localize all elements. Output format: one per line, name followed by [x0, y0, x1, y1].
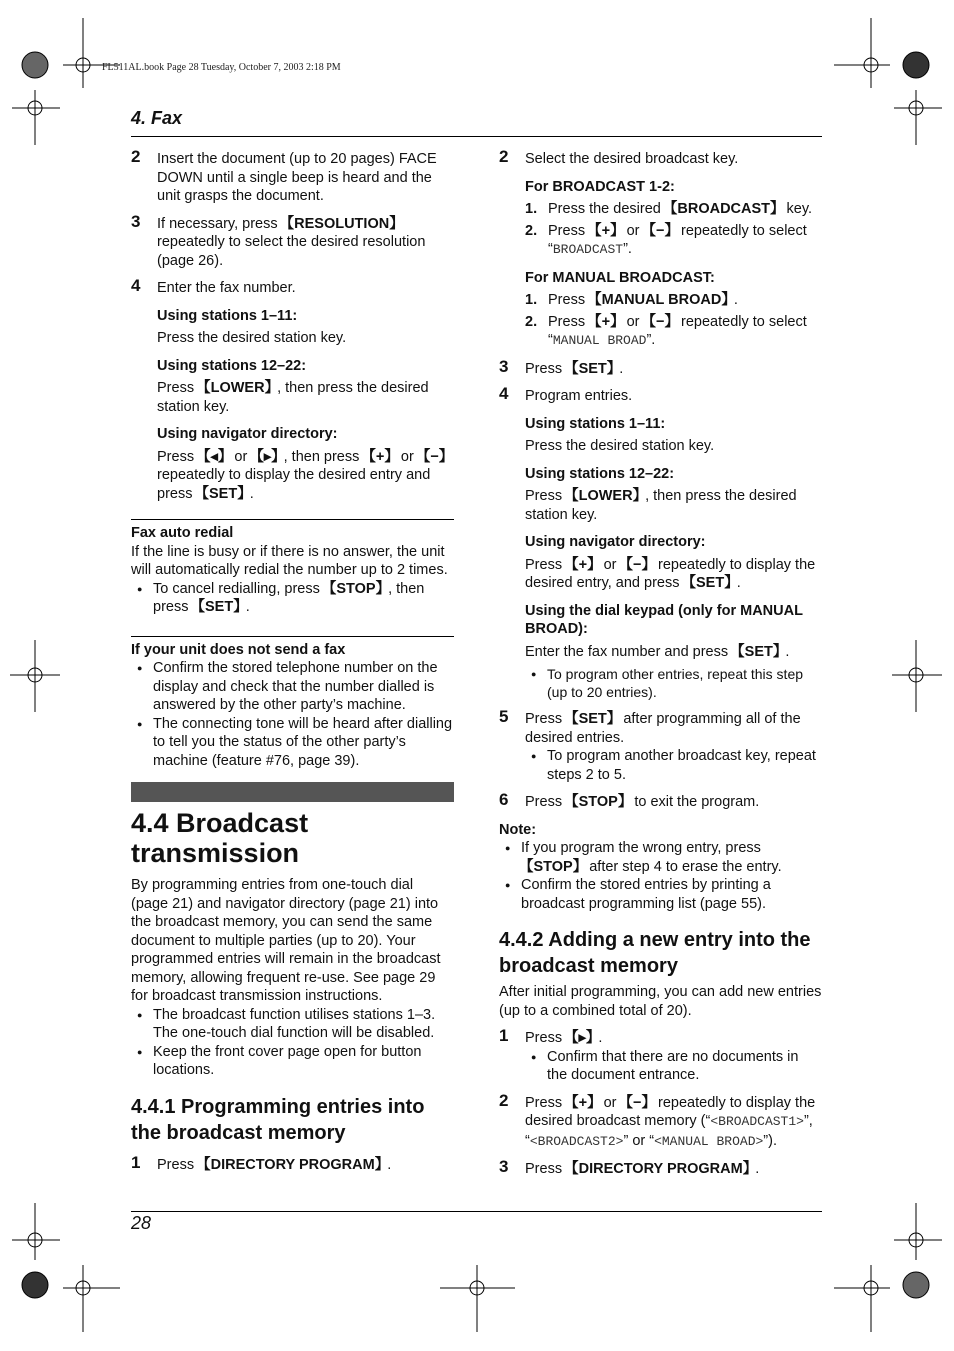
- step-text: Select the desired broadcast key.: [525, 151, 739, 167]
- lcd-text: <BROADCAST1>: [710, 1114, 804, 1129]
- not-send-box: [131, 636, 454, 771]
- lcd-text: MANUAL BROAD: [552, 333, 647, 348]
- step-number: 2: [499, 1090, 509, 1110]
- item-number: 1.: [525, 201, 538, 217]
- step-6: [499, 790, 822, 812]
- bullet-item: ● The connecting tone will be heard after dialling to tell you the status of the other party’s machine (feature #76, page 39).: [131, 715, 454, 771]
- set-key: 【 SET 】: [732, 644, 785, 660]
- step-text: repeatedly to select the desired resolution (page 26).: [157, 234, 426, 269]
- text: ”, “: [525, 1113, 813, 1149]
- text: Enter the fax number and press: [525, 643, 733, 660]
- set-key: 【 SET 】: [197, 486, 250, 502]
- text: ”.: [623, 241, 632, 257]
- plus-key: 【 + 】: [566, 557, 599, 573]
- item-number: 1.: [525, 292, 538, 308]
- step-3b: [499, 1157, 822, 1179]
- text: , then press the desired station key.: [157, 380, 429, 415]
- stop-key: 【 STOP 】: [324, 581, 388, 597]
- subheading: Using stations 12–22:: [525, 465, 675, 482]
- numbered-item: [525, 222, 822, 260]
- text: Press the desired: [548, 201, 665, 217]
- lcd-text: <BROADCAST2>: [529, 1133, 624, 1149]
- plus-key: 【 + 】: [363, 449, 396, 465]
- sub-text: Press the desired station key.: [157, 330, 347, 346]
- text: , then press: [153, 580, 425, 615]
- lcd-text: <MANUAL BROAD>: [654, 1133, 764, 1149]
- text: To cancel redialling, press: [153, 580, 324, 597]
- text: Press: [525, 556, 567, 573]
- text: Press: [525, 794, 567, 810]
- subheading: For MANUAL BROADCAST:: [525, 269, 715, 286]
- right-arrow-key: 【 ▸ 】: [251, 449, 283, 465]
- bullet-item: ● The broadcast function utilises stations 1–3. The one-touch dial function will be disabled.: [131, 1006, 454, 1043]
- step-text: Insert the document (up to 20 pages) FACE DOWN until a single beep is heard and the unit grasps the document.: [157, 151, 437, 204]
- stop-key: 【 STOP 】: [521, 859, 585, 875]
- sub-text: [525, 556, 822, 593]
- subheading: Using the dial keypad (only for MANUAL BROAD):: [525, 602, 803, 637]
- lower-key: 【 LOWER 】: [198, 380, 277, 396]
- box-text: If the line is busy or if there is no answer, the unit will automatically redial the number up to 2 times.: [131, 543, 448, 578]
- text: repeatedly to display the desired broadcast memory (“: [525, 1094, 816, 1129]
- step-number: 6: [499, 790, 509, 809]
- right-arrow-key: 【 ▸ 】: [566, 1030, 598, 1046]
- left-arrow-key: 【 ◂ 】: [198, 449, 230, 465]
- numbered-item: [525, 200, 822, 219]
- subsection-intro: After initial programming, you can add new entries (up to a combined total of 20).: [499, 984, 822, 1019]
- subsection-title: 4.4.2 Adding a new entry into the broadcast memory: [499, 929, 811, 977]
- minus-key: 【 − 】: [644, 223, 677, 239]
- stop-key: 【 STOP 】: [566, 794, 630, 810]
- plus-key: 【 + 】: [589, 223, 622, 239]
- text: Press: [548, 222, 590, 239]
- set-key: 【 SET 】: [566, 711, 619, 727]
- section-intro: By programming entries from one-touch dial (page 21) and navigator directory (page 21) into the broadcast memory, you can send the same document to multiple parties (up to 20). Your programmed entries will remain in the broadcast memory, allowing frequent re-use. See page 29 for broadcast transmission instructions.: [131, 877, 441, 1004]
- bullet-item: ● To program other entries, repeat this step (up to 20 entries).: [525, 665, 822, 701]
- text: .: [736, 575, 741, 591]
- step-3: [499, 356, 822, 379]
- lcd-text: BROADCAST: [552, 242, 624, 257]
- step-2: [131, 147, 454, 206]
- text: after step 4 to erase the entry.: [585, 858, 782, 875]
- fax-auto-redial-box: [131, 519, 454, 617]
- text: .: [733, 292, 738, 308]
- footer-rule: [131, 1211, 822, 1212]
- text: to exit the program.: [630, 794, 760, 810]
- step-text: Enter the fax number.: [157, 280, 296, 296]
- text: .: [598, 1030, 603, 1046]
- text: or: [396, 448, 418, 465]
- lower-key: 【 LOWER 】: [566, 488, 645, 504]
- sub-text: [157, 448, 454, 504]
- text: Press: [525, 711, 567, 727]
- text: Press: [157, 448, 199, 465]
- left-column: [131, 147, 454, 1183]
- numbered-item: [525, 291, 822, 310]
- text: If you program the wrong entry, press: [521, 840, 761, 856]
- step-number: 3: [131, 211, 141, 231]
- step-2b: [499, 1090, 822, 1152]
- bullet-item: ● Confirm the stored entries by printing a broadcast programming list (page 55).: [499, 876, 822, 913]
- set-key: 【 SET 】: [684, 575, 737, 591]
- text: Press: [525, 1030, 567, 1046]
- step-1: [499, 1026, 822, 1085]
- step-number: 3: [499, 356, 509, 376]
- plus-key: 【 + 】: [589, 314, 622, 330]
- numbered-item: [525, 313, 822, 351]
- text: .: [785, 643, 790, 660]
- text: Press: [157, 380, 199, 396]
- note-heading: Note:: [499, 821, 537, 838]
- section-bar: [131, 782, 454, 802]
- right-column: [499, 147, 822, 1188]
- text: or: [622, 313, 644, 330]
- text: repeatedly to select “: [548, 313, 807, 348]
- text: .: [387, 1156, 392, 1173]
- minus-key: 【 − 】: [644, 314, 677, 330]
- sub-text: Press the desired station key.: [525, 438, 715, 454]
- text: Press: [525, 488, 567, 504]
- step-number: 3: [499, 1157, 509, 1176]
- sub-text: [525, 487, 822, 524]
- text: .: [249, 485, 254, 502]
- step-2: [499, 147, 822, 351]
- text: Press: [548, 292, 590, 308]
- broadcast-key: 【 BROADCAST 】: [665, 201, 783, 217]
- page-number: 28: [131, 1213, 152, 1233]
- step-number: 4: [131, 276, 141, 295]
- section-title: 4.4 Broadcast transmission: [131, 808, 309, 868]
- step-number: 4: [499, 384, 509, 403]
- text: ” or “: [623, 1132, 655, 1149]
- text: Press: [157, 1156, 199, 1173]
- manual-broad-key: 【 MANUAL BROAD 】: [589, 292, 734, 308]
- directory-program-key: 【 DIRECTORY PROGRAM 】: [198, 1157, 387, 1173]
- plus-key: 【 + 】: [566, 1095, 599, 1111]
- subheading: Using navigator directory:: [157, 426, 338, 442]
- step-5: [499, 707, 822, 784]
- step-4: [131, 276, 454, 503]
- chapter-heading: 4. Fax: [131, 108, 183, 128]
- bullet-item: ● To program another broadcast key, repeat steps 2 to 5.: [525, 747, 822, 784]
- text: or: [599, 1094, 621, 1111]
- resolution-key: 【 RESOLUTION 】: [282, 216, 402, 232]
- item-number: 2.: [525, 313, 538, 330]
- subheading: Using stations 12–22:: [157, 357, 307, 374]
- text: , then press the desired station key.: [525, 488, 797, 523]
- step-number: 1: [131, 1152, 141, 1172]
- set-key: 【 SET 】: [193, 599, 246, 615]
- text: or: [230, 448, 252, 465]
- subheading: For BROADCAST 1-2:: [525, 178, 675, 195]
- bullet-item: ● Keep the front cover page open for button locations.: [131, 1043, 454, 1080]
- text: ”).: [763, 1132, 777, 1149]
- text: repeatedly to display the desired entry, and press: [525, 556, 816, 591]
- text: Press: [525, 360, 567, 377]
- set-key: 【 SET 】: [566, 361, 619, 377]
- bullet-item: [131, 580, 454, 617]
- text: .: [245, 599, 250, 615]
- minus-key: 【 − 】: [418, 449, 451, 465]
- bullet-item: ● Confirm that there are no documents in the document entrance.: [525, 1048, 822, 1085]
- text: ”.: [646, 332, 656, 348]
- text: Press: [525, 1161, 567, 1177]
- step-number: 1: [499, 1026, 509, 1045]
- bullet-item: ● Confirm the stored telephone number on the display and check that the number dialled is answered by the other party’s machine.: [131, 659, 454, 715]
- bullet-item: [499, 839, 822, 876]
- step-text: If necessary, press: [157, 215, 282, 232]
- subsection-title: 4.4.1 Programming entries into the broadcast memory: [131, 1095, 425, 1144]
- text: or: [622, 222, 644, 239]
- step-3: [131, 211, 454, 271]
- text: .: [755, 1161, 760, 1177]
- text: key.: [782, 201, 813, 217]
- text: .: [619, 360, 624, 377]
- step-1: [131, 1152, 454, 1175]
- subheading: Using navigator directory:: [525, 534, 706, 550]
- step-text: Program entries.: [525, 388, 633, 404]
- text: Press: [548, 313, 590, 330]
- box-title: Fax auto redial: [131, 525, 234, 541]
- text: repeatedly to select “: [548, 222, 807, 257]
- file-info: FL511AL.book Page 28 Tuesday, October 7, 2003 2:18 PM: [102, 62, 341, 73]
- subheading: Using stations 1–11:: [157, 307, 298, 324]
- step-number: 2: [499, 147, 509, 166]
- minus-key: 【 − 】: [621, 557, 654, 573]
- item-number: 2.: [525, 222, 538, 239]
- text: Press: [525, 1094, 567, 1111]
- header-rule: [131, 136, 822, 137]
- step-number: 5: [499, 707, 509, 726]
- step-number: 2: [131, 147, 141, 166]
- minus-key: 【 − 】: [621, 1095, 654, 1111]
- text: repeatedly to display the desired entry and press: [157, 467, 431, 502]
- step-4: [499, 384, 822, 701]
- text: after programming all of the desired entries.: [525, 711, 801, 746]
- directory-program-key: 【 DIRECTORY PROGRAM 】: [566, 1161, 755, 1177]
- subheading: Using stations 1–11:: [525, 415, 666, 432]
- text: or: [599, 556, 621, 573]
- box-title: If your unit does not send a fax: [131, 641, 346, 658]
- text: , then press: [283, 448, 364, 465]
- sub-text: [157, 379, 454, 416]
- sub-text: [525, 643, 822, 662]
